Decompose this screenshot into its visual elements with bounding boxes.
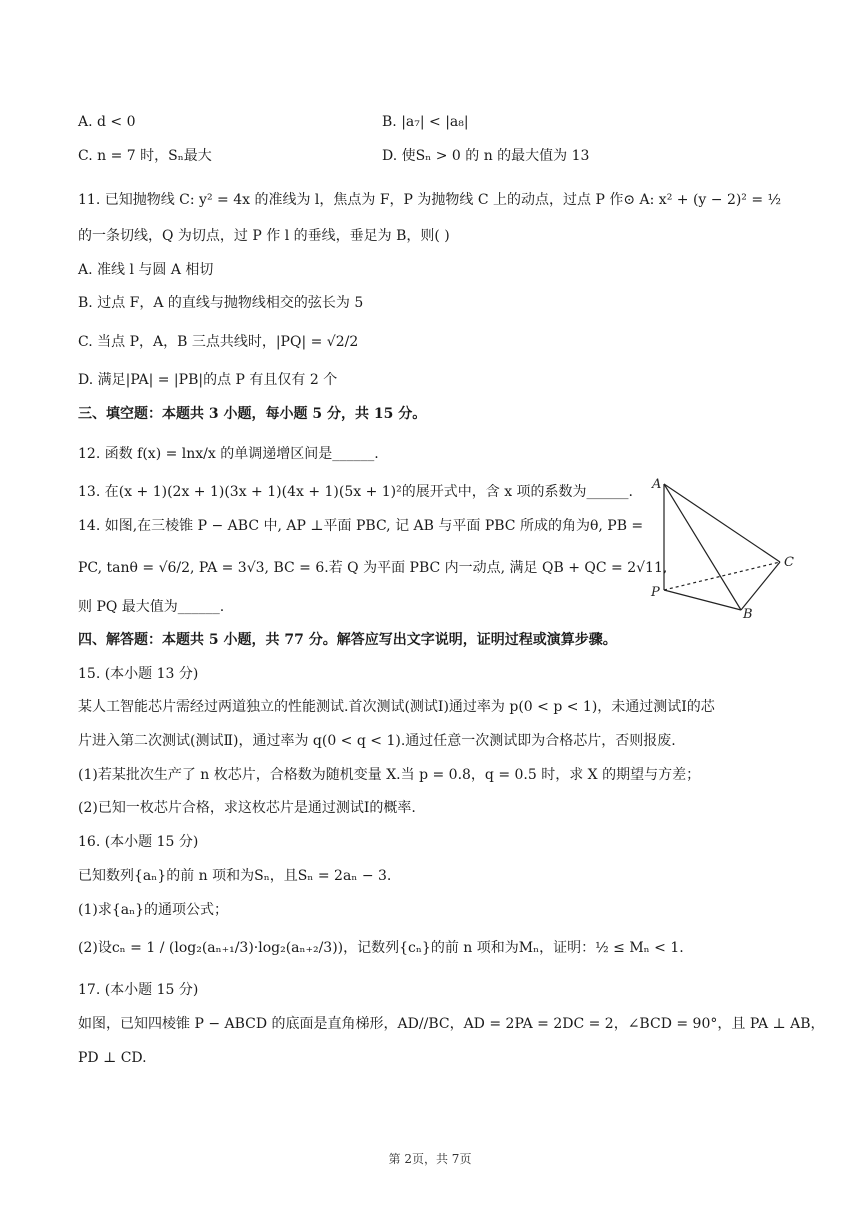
question-13: 13. 在(x + 1)(2x + 1)(3x + 1)(4x + 1)(5x + 1)²的展开式中，含 x 项的系数为______. [78,484,633,500]
question-12: 12. 函数 f(x) = lnx/x 的单调递增区间是______. [78,446,379,462]
option-11c: C. 当点 P，A，B 三点共线时，|PQ| = √2/2 [78,334,359,350]
question-15-line2: 片进入第二次测试(测试Ⅱ)，通过率为 q(0 < q < 1).通过任意一次测试即为合格芯片，否则报废. [78,733,676,749]
question-15-part2: (2)已知一枚芯片合格，求这枚芯片是通过测试Ⅰ的概率. [78,800,416,816]
option-10d: D. 使Sₙ > 0 的 n 的最大值为 13 [382,148,590,164]
question-17-line1: 如图，已知四棱锥 P − ABCD 的底面是直角梯形，AD//BC，AD = 2PA = 2DC = 2，∠BCD = 90°，且 PA ⊥ AB， [78,1016,825,1032]
edge-ac [664,484,780,562]
question-17-line2: PD ⊥ CD. [78,1050,147,1066]
label-c: C [784,555,794,570]
question-11-stem-cont: 的一条切线，Q 为切点，过 P 作 l 的垂线，垂足为 B，则( ) [78,228,450,244]
option-11d: D. 满足|PA| = |PB|的点 P 有且仅有 2 个 [78,372,338,388]
option-10b: B. |a₇| < |a₈| [382,114,469,130]
section-3-heading: 三、填空题：本题共 3 小题，每小题 5 分，共 15 分。 [78,406,427,422]
question-16-header: 16. (本小题 15 分) [78,834,199,850]
section-4-heading: 四、解答题：本题共 5 小题，共 77 分。解答应写出文字说明，证明过程或演算步骤。 [78,632,617,648]
question-14-line2: PC, tanθ = √6/2, PA = 3√3, BC = 6.若 Q 为平面 PBC 内一动点, 满足 QB + QC = 2√11, [78,560,668,576]
edge-pc-hidden [664,562,780,590]
edge-pb [664,590,741,610]
option-11b: B. 过点 F，A 的直线与抛物线相交的弦长为 5 [78,295,364,311]
question-14-line3: 则 PQ 最大值为______. [78,599,225,615]
question-16-part1: (1)求{aₙ}的通项公式； [78,902,229,918]
option-11a: A. 准线 l 与圆 A 相切 [78,262,214,278]
question-16-stem: 已知数列{aₙ}的前 n 项和为Sₙ，且Sₙ = 2aₙ − 3. [78,868,392,884]
option-10a: A. d < 0 [78,114,136,130]
label-b: B [743,607,753,620]
question-11-stem: 11. 已知抛物线 C: y² = 4x 的准线为 l，焦点为 F，P 为抛物线 C 上的动点，过点 P 作⊙ A: x² + (y − 2)² = ½ [78,192,782,208]
option-10c: C. n = 7 时，Sₙ最大 [78,148,212,164]
page-footer: 第 2页，共 7页 [388,1152,472,1166]
question-15-part1: (1)若某批次生产了 n 枚芯片，合格数为随机变量 X.当 p = 0.8，q = 0.5 时，求 X 的期望与方差； [78,767,701,783]
label-a: A [652,477,662,492]
question-15-line1: 某人工智能芯片需经过两道独立的性能测试.首次测试(测试Ⅰ)通过率为 p(0 < p < 1)，未通过测试Ⅰ的芯 [78,699,715,715]
question-17-header: 17. (本小题 15 分) [78,982,199,998]
question-15-header: 15. (本小题 13 分) [78,666,199,682]
label-p: P [651,585,660,600]
question-16-part2: (2)设cₙ = 1 / (log₂(aₙ₊₁/3)·log₂(aₙ₊₂/3))，记数列{cₙ}的前 n 项和为Mₙ，证明：½ ≤ Mₙ < 1. [78,940,684,956]
question-14-line1: 14. 如图,在三棱锥 P − ABC 中, AP ⊥平面 PBC, 记 AB 与平面 PBC 所成的角为θ, PB = [78,518,644,534]
edge-bc [741,562,780,610]
edge-ab [664,484,741,610]
tetrahedron-figure [648,470,808,620]
